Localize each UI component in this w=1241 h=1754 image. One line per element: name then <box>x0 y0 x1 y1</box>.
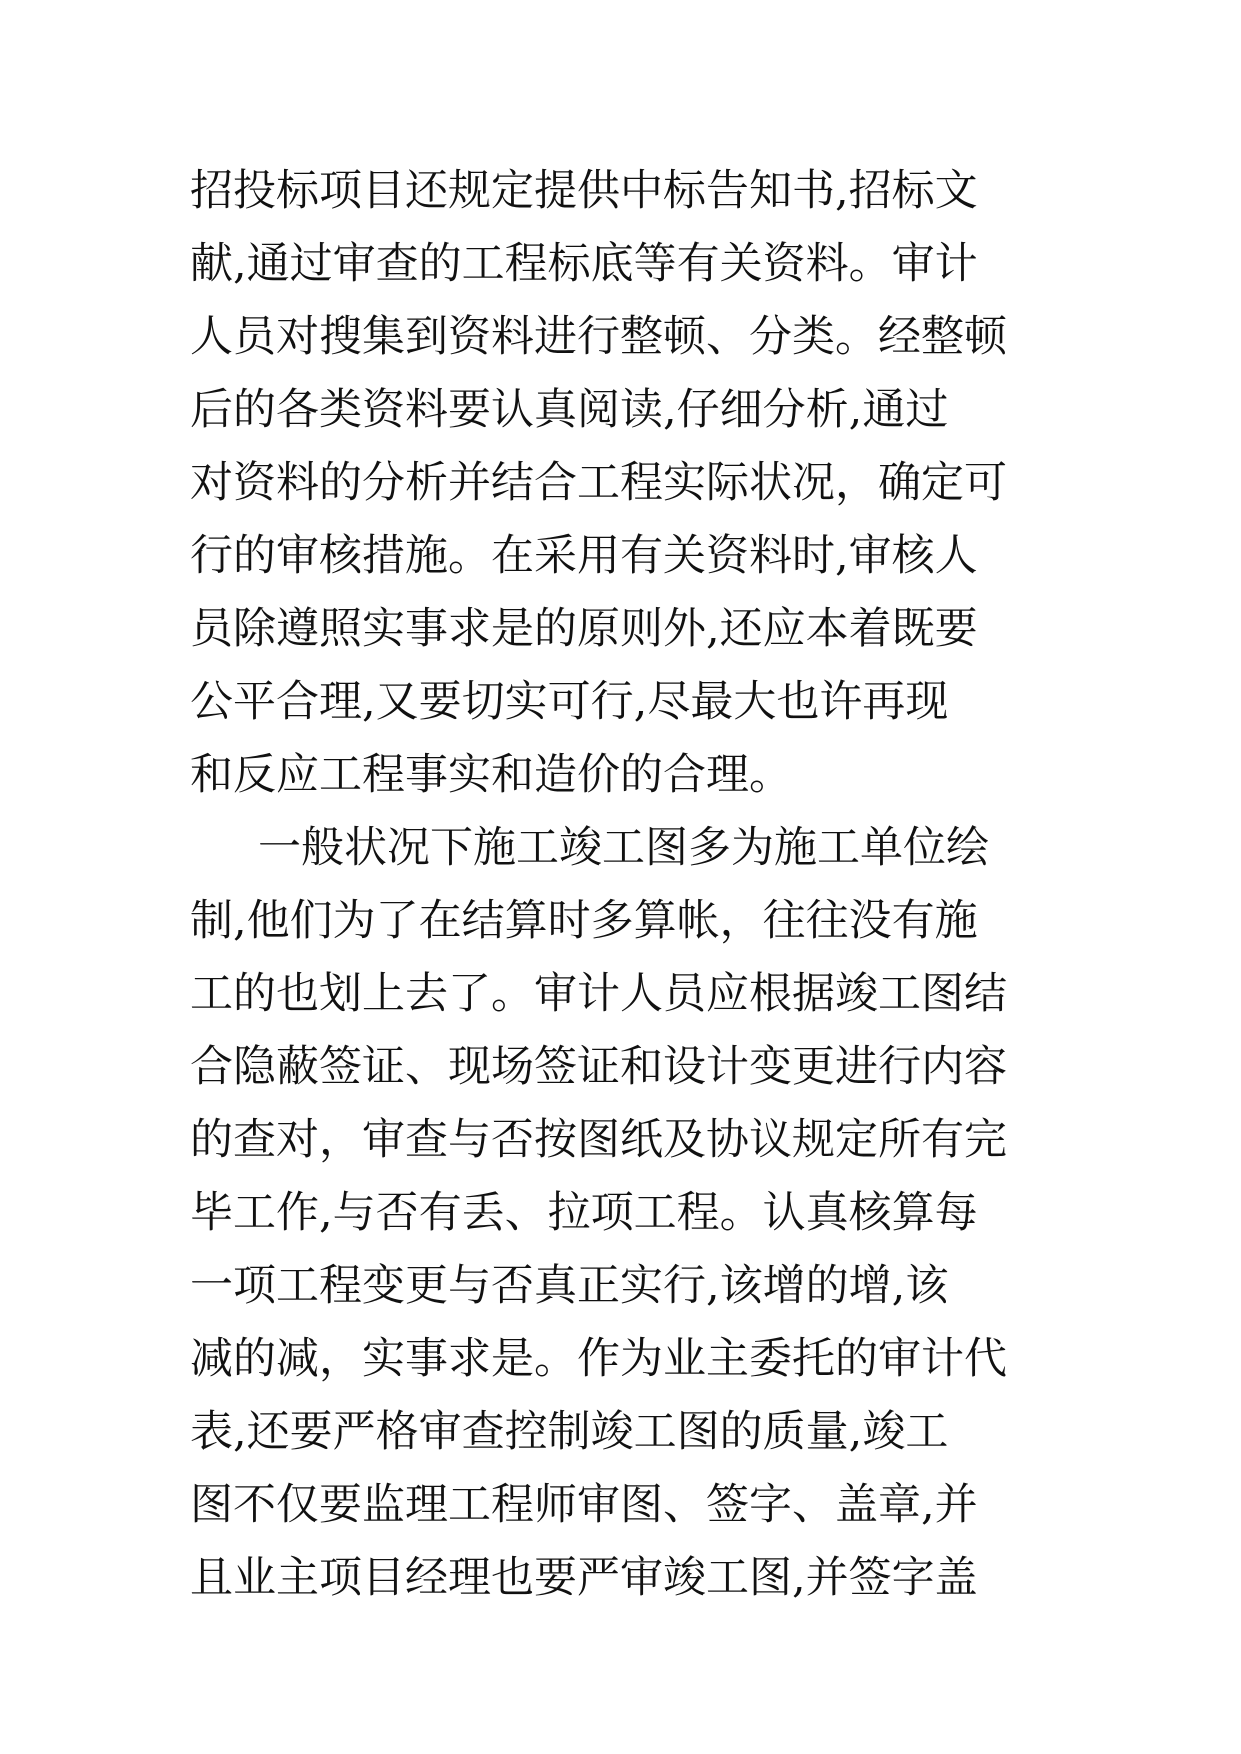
paragraph-1-line-5: 对资料的分析并结合工程实际状况，确定可 <box>190 458 1007 508</box>
paragraph-1-line-2: 献,通过审查的工程标底等有关资料。审计 <box>190 239 978 289</box>
paragraph-1-line-3: 人员对搜集到资料进行整顿、分类。经整顿 <box>190 312 1007 362</box>
paragraph-1-line-1: 招投标项目还规定提供中标告知书,招标文 <box>190 166 978 216</box>
paragraph-2-line-9: 表,还要严格审查控制竣工图的质量,竣工 <box>190 1407 949 1457</box>
paragraph-2-line-3: 工的也划上去了。审计人员应根据竣工图结 <box>190 969 1007 1019</box>
paragraph-2-line-1: 一般状况下施工竣工图多为施工单位绘 <box>258 823 989 873</box>
paragraph-1-line-7: 员除遵照实事求是的原则外,还应本着既要 <box>190 604 978 654</box>
body-text <box>190 155 1060 1615</box>
paragraph-1-line-9: 和反应工程事实和造价的合理。 <box>190 750 792 800</box>
paragraph-1-line-4: 后的各类资料要认真阅读,仔细分析,通过 <box>190 385 949 435</box>
paragraph-2-line-8: 减的减，实事求是。作为业主委托的审计代 <box>190 1334 1007 1384</box>
paragraph-2-line-10: 图不仅要监理工程师审图、签字、盖章,并 <box>190 1480 978 1530</box>
paragraph-1-line-8: 公平合理,又要切实可行,尽最大也许再现 <box>190 677 949 727</box>
paragraph-2-line-2: 制,他们为了在结算时多算帐，往往没有施 <box>190 896 978 946</box>
paragraph-2-line-7: 一项工程变更与否真正实行,该增的增,该 <box>190 1261 949 1311</box>
paragraph-2-line-4: 合隐蔽签证、现场签证和设计变更进行内容 <box>190 1042 1007 1092</box>
paragraph-2-line-11: 且业主项目经理也要严审竣工图,并签字盖 <box>190 1553 978 1603</box>
paragraph-2-line-5: 的查对，审查与否按图纸及协议规定所有完 <box>190 1115 1007 1165</box>
paragraph-1-line-6: 行的审核措施。在采用有关资料时,审核人 <box>190 531 978 581</box>
paragraph-2-line-6: 毕工作,与否有丢、拉项工程。认真核算每 <box>190 1188 978 1238</box>
